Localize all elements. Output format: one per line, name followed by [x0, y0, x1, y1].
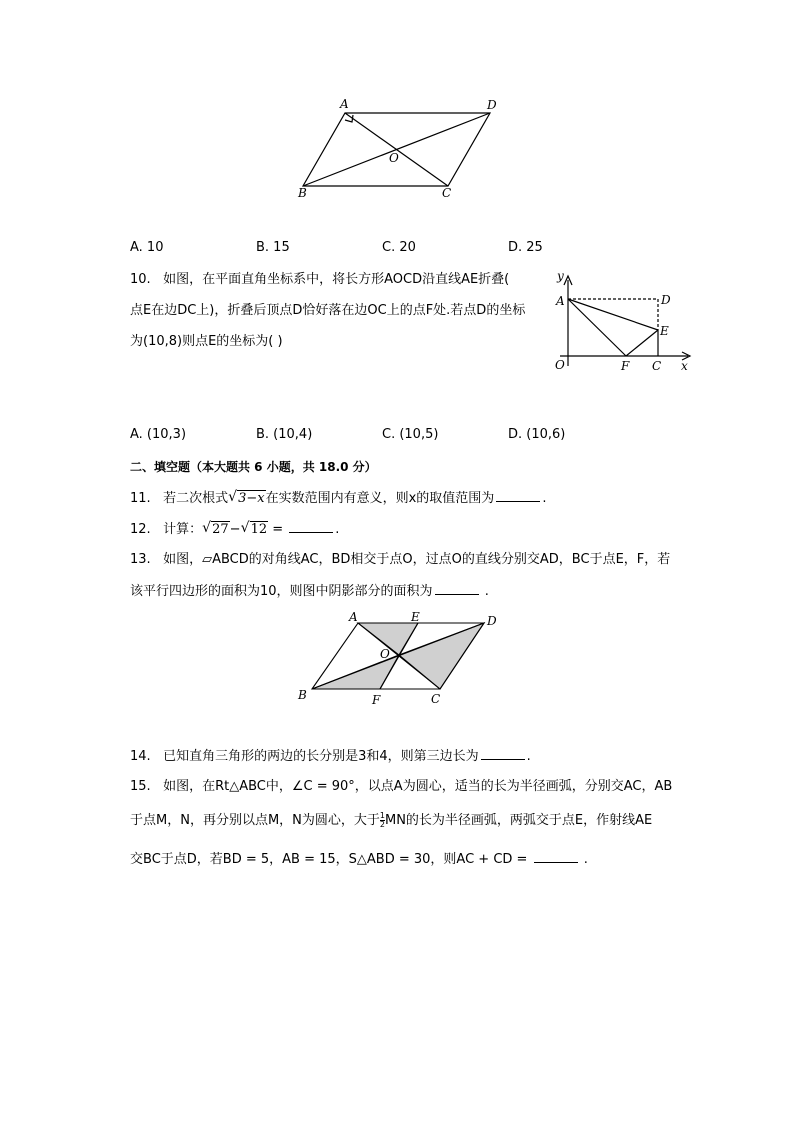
fig10-label-a: A — [556, 294, 565, 308]
q15-frac-den: 2 — [379, 820, 385, 829]
q9-option-a[interactable]: A. 10 — [130, 240, 164, 255]
q15-end: . — [583, 852, 588, 867]
fig13-label-e: E — [411, 610, 420, 624]
q13-line-1 — [130, 551, 670, 569]
q13-line-2 — [130, 582, 489, 601]
q9-option-b[interactable]: B. 15 — [256, 240, 290, 255]
fig9-label-a: A — [340, 97, 349, 111]
q13-text-1: 如图，▱ABCD的对角线AC，BD相交于点O，过点O的直线分别交AD，BC于点E，F，若 — [163, 552, 671, 567]
parallelogram-figure-q9 — [290, 95, 510, 205]
section-heading-fill-in: 二、填空题（本大题共 6 小题，共 18.0 分） — [130, 460, 377, 474]
q15-text-3: 交BC于点D，若BD = 5，AB = 15，S△ABD = 30，则AC + CD = — [130, 852, 528, 867]
q12-equals: = — [268, 522, 288, 537]
q14-end: . — [526, 749, 531, 764]
shaded-parallelogram-figure-q13 — [300, 612, 510, 707]
q10-number: 10. — [130, 272, 151, 287]
q12-radicand-1: 27 — [212, 522, 229, 537]
q13-text-2: 该平行四边形的面积为10，则图中阴影部分的面积为 — [130, 584, 433, 599]
fig13-label-c: C — [431, 692, 441, 706]
q12-radical-2: √ 12 — [240, 520, 268, 537]
fig10-label-e: E — [660, 324, 669, 338]
q10-option-b[interactable]: B. (10,4) — [256, 427, 313, 442]
q11-number: 11. — [130, 491, 151, 506]
q9-options — [130, 240, 650, 258]
q13-number: 13. — [130, 552, 151, 567]
q13-end: . — [484, 584, 489, 599]
q10-line-3: 为(10,8)则点E的坐标为( ) — [130, 334, 283, 349]
fig10-label-f: F — [621, 359, 630, 373]
q11-text-post: 在实数范围内有意义，则x的取值范围为 — [265, 491, 495, 506]
fig13-label-o: O — [380, 647, 390, 661]
q12-radicand-2: 12 — [250, 522, 268, 537]
q14-text: 已知直角三角形的两边的长分别是3和4，则第三边长为 — [163, 749, 479, 764]
q14-number: 14. — [130, 749, 151, 764]
fig10-label-d: D — [661, 293, 671, 307]
q13-answer-blank[interactable] — [435, 582, 479, 595]
q11-answer-blank[interactable] — [496, 489, 540, 502]
q10-options — [130, 427, 650, 445]
q12-end: . — [335, 522, 340, 537]
q15-text-2a: 于点M，N，再分别以点M，N为圆心，大于 — [130, 813, 380, 828]
q10-text-1: 如图，在平面直角坐标系中，将长方形AOCD沿直线AE折叠( — [163, 272, 510, 287]
fig10-label-o: O — [555, 358, 565, 372]
q10-line-1 — [130, 271, 509, 289]
fig10-label-c: C — [652, 359, 662, 373]
q12-radical-1: √ 27 — [202, 520, 229, 537]
fig13-label-f: F — [372, 693, 381, 707]
q10-option-c[interactable]: C. (10,5) — [382, 427, 439, 442]
q14-answer-blank[interactable] — [481, 747, 525, 760]
q10-option-a[interactable]: A. (10,3) — [130, 427, 187, 442]
fig9-label-o: O — [389, 151, 399, 165]
q10-option-d[interactable]: D. (10,6) — [508, 427, 566, 442]
q12-line — [130, 520, 339, 539]
q15-answer-blank[interactable] — [534, 850, 578, 863]
q12-text-pre: 计算： — [163, 522, 203, 537]
fig13-label-b: B — [298, 688, 307, 702]
q11-radicand: 3−x — [238, 491, 265, 506]
fig13-label-d: D — [487, 614, 497, 628]
q15-text-2b: MN的长为半径画弧，两弧交于点E，作射线AE — [384, 813, 653, 828]
q15-line-3 — [130, 850, 588, 869]
q15-line-2 — [130, 812, 652, 830]
q15-number: 15. — [130, 779, 151, 794]
fig10-label-y: y — [557, 269, 564, 283]
q11-line — [130, 489, 546, 508]
q9-option-c[interactable]: C. 20 — [382, 240, 416, 255]
fig13-label-a: A — [349, 610, 358, 624]
q15-line-1 — [130, 778, 672, 796]
fig9-label-b: B — [298, 186, 307, 200]
fig10-label-x: x — [681, 359, 688, 373]
q11-text-pre: 若二次根式 — [163, 491, 229, 506]
q12-minus: − — [229, 522, 241, 537]
q12-number: 12. — [130, 522, 151, 537]
q15-text-1: 如图，在Rt△ABC中，∠C = 90°，以点A为圆心，适当的长为半径画弧，分别交AC，AB — [163, 779, 673, 794]
q11-radical: √ 3−x — [228, 489, 265, 506]
q10-line-2: 点E在边DC上)，折叠后顶点D恰好落在边OC上的点F处.若点D的坐标 — [130, 303, 526, 318]
q14-line — [130, 747, 531, 766]
fig9-label-c: C — [442, 186, 452, 200]
q11-end: . — [542, 491, 547, 506]
q9-option-d[interactable]: D. 25 — [508, 240, 543, 255]
fig9-label-d: D — [487, 98, 497, 112]
q15-frac-num: 1 — [379, 811, 385, 820]
q12-answer-blank[interactable] — [289, 520, 333, 533]
